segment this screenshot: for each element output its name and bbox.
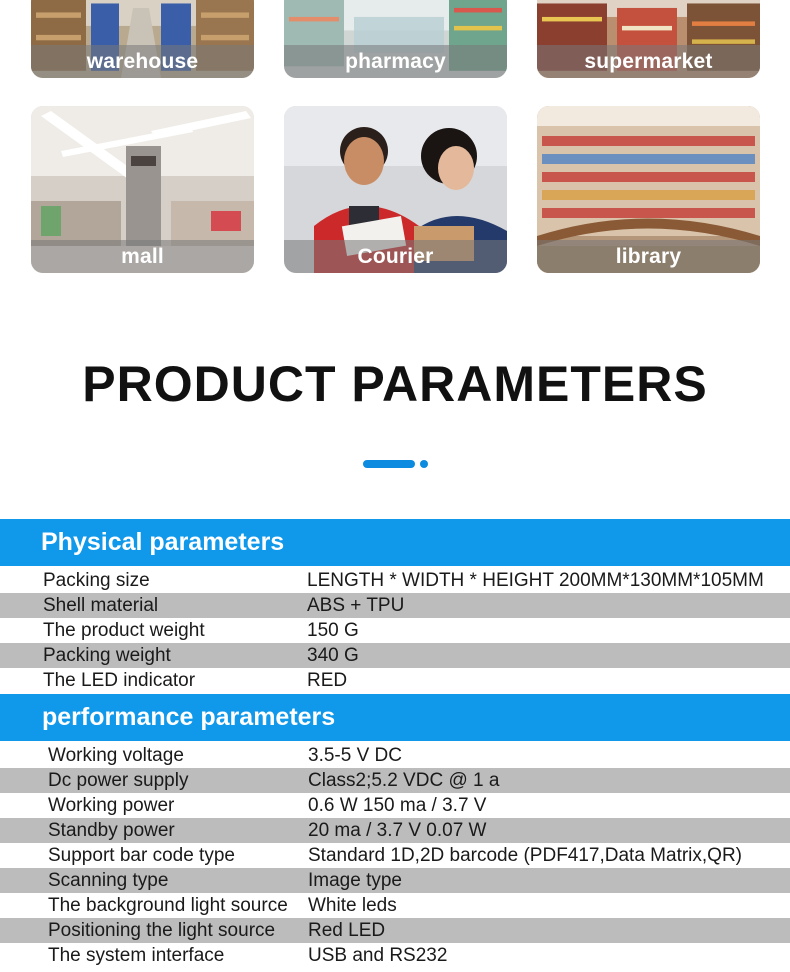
scene-tile-courier bbox=[284, 106, 507, 273]
table-row bbox=[0, 943, 790, 968]
param-value: 0.6 W 150 ma / 3.7 V bbox=[308, 795, 487, 816]
physical-parameters-header bbox=[0, 519, 790, 566]
scene-tile-mall bbox=[31, 106, 254, 273]
scene-tile-warehouse bbox=[31, 0, 254, 78]
scene-label: pharmacy bbox=[284, 45, 507, 78]
table-row bbox=[0, 818, 790, 843]
param-value: Standard 1D,2D barcode (PDF417,Data Matrix,QR) bbox=[308, 845, 743, 866]
section-title: performance parameters bbox=[42, 703, 336, 731]
table-row bbox=[0, 568, 790, 593]
table-row bbox=[0, 618, 790, 643]
param-name: Dc power supply bbox=[48, 770, 189, 791]
table-row bbox=[0, 843, 790, 868]
param-value: LENGTH * WIDTH * HEIGHT 200MM*130MM*105MM bbox=[307, 570, 764, 591]
param-name: Standby power bbox=[48, 820, 175, 841]
param-name: Working voltage bbox=[48, 745, 184, 766]
performance-parameters-header bbox=[0, 694, 790, 741]
param-value: 340 G bbox=[307, 645, 359, 666]
table-row bbox=[0, 643, 790, 668]
scene-tile-supermarket bbox=[537, 0, 760, 78]
param-name: The background light source bbox=[48, 895, 288, 916]
title-divider-line bbox=[363, 460, 415, 468]
param-name: Packing size bbox=[43, 570, 150, 591]
scene-label: mall bbox=[31, 240, 254, 273]
param-value: White leds bbox=[308, 895, 397, 916]
param-name: The system interface bbox=[48, 945, 225, 966]
param-name: Scanning type bbox=[48, 870, 169, 891]
param-name: The product weight bbox=[43, 620, 205, 641]
param-value: Class2;5.2 VDC @ 1 a bbox=[308, 770, 500, 791]
param-name: Packing weight bbox=[43, 645, 171, 666]
param-name: The LED indicator bbox=[43, 670, 196, 691]
table-row bbox=[0, 793, 790, 818]
param-value: 150 G bbox=[307, 620, 359, 641]
param-value: ABS + TPU bbox=[307, 595, 405, 616]
table-row bbox=[0, 743, 790, 768]
scene-tile-library bbox=[537, 106, 760, 273]
table-row bbox=[0, 668, 790, 693]
param-name: Shell material bbox=[43, 595, 159, 616]
scene-label: Courier bbox=[284, 240, 507, 273]
table-row bbox=[0, 868, 790, 893]
param-value: 3.5-5 V DC bbox=[308, 745, 402, 766]
table-row bbox=[0, 768, 790, 793]
scene-label: library bbox=[537, 240, 760, 273]
section-title: Physical parameters bbox=[41, 528, 285, 556]
scene-tile-pharmacy bbox=[284, 0, 507, 78]
param-value: RED bbox=[307, 670, 348, 691]
scene-label: supermarket bbox=[537, 45, 760, 78]
table-row bbox=[0, 893, 790, 918]
param-value: 20 ma / 3.7 V 0.07 W bbox=[308, 820, 487, 841]
title-divider-dot bbox=[420, 460, 428, 468]
param-name: Positioning the light source bbox=[48, 920, 276, 941]
table-row bbox=[0, 593, 790, 618]
param-name: Working power bbox=[48, 795, 175, 816]
param-value: Red LED bbox=[308, 920, 386, 941]
param-value: USB and RS232 bbox=[308, 945, 448, 966]
table-row bbox=[0, 918, 790, 943]
param-value: Image type bbox=[308, 870, 402, 891]
scene-label: warehouse bbox=[31, 45, 254, 78]
page-title: PRODUCT PARAMETERS bbox=[82, 356, 708, 412]
param-name: Support bar code type bbox=[48, 845, 235, 866]
